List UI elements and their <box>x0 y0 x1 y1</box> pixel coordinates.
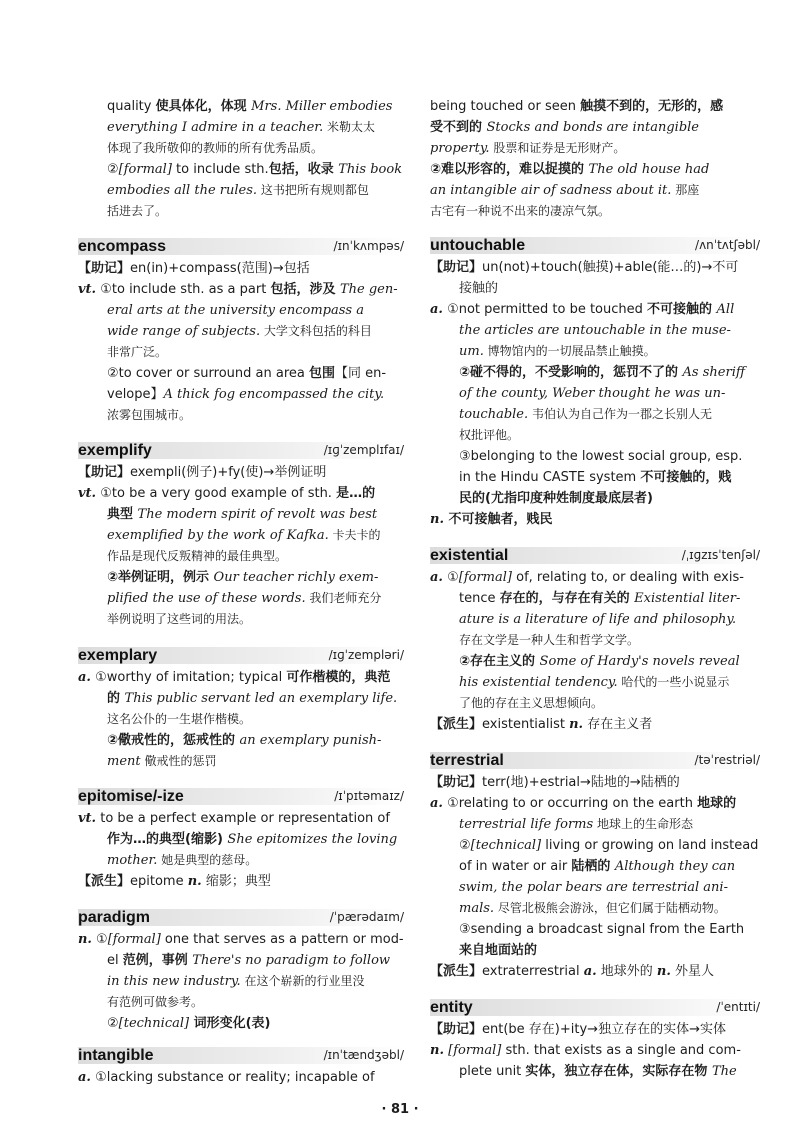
text-segment: 体现了我所敬仰的教师的所有优秀品质。 <box>107 141 324 155</box>
text-segment: 股票和证券是无形财产。 <box>489 141 626 155</box>
headword-text: existential <box>430 547 509 564</box>
text-segment: 举例说明了这些词的用法。 <box>107 612 252 626</box>
text-segment: 博物馆内的一切展品禁止触摸。 <box>483 344 656 358</box>
headword-band <box>430 999 760 1016</box>
text-segment: [technical] <box>118 1016 190 1031</box>
text-segment: 是…的 <box>336 486 376 501</box>
text-line <box>78 808 390 829</box>
text-segment: This public servant led an exemplary life. <box>124 691 398 706</box>
text-line <box>430 201 610 222</box>
text-segment: a. <box>583 964 597 979</box>
text-line <box>430 961 714 982</box>
headword-untouchable <box>430 233 760 257</box>
text-line <box>459 609 736 630</box>
text-segment: [formal] <box>448 1043 502 1058</box>
text-line <box>430 117 699 138</box>
text-segment: 民的(尤指印度种姓制度最底层者) <box>459 491 653 506</box>
text-segment: 范例，事例 <box>122 953 193 968</box>
text-segment: n. <box>430 512 444 527</box>
text-line <box>459 383 725 404</box>
text-segment: ② <box>459 838 471 853</box>
text-segment: of the county, Weber thought he was un- <box>459 386 726 401</box>
text-segment: 有范例可做参考。 <box>107 995 204 1009</box>
text-line <box>78 258 310 279</box>
headword-exemplify <box>78 438 404 462</box>
phonetic-transcription: /ˈpærədaɪm/ <box>329 910 404 924</box>
text-segment: 浓雾包围城市。 <box>107 408 192 422</box>
text-segment: 【同 en- <box>335 366 387 381</box>
phonetic-transcription: /ˈentɪti/ <box>716 1000 760 1014</box>
headword-paradigm <box>78 905 404 929</box>
text-line <box>107 829 397 850</box>
text-segment: 【派生】 <box>78 874 131 889</box>
text-segment: living or growing on land instead <box>541 838 759 853</box>
text-segment: his existential tendency. <box>459 675 618 690</box>
text-line <box>459 425 519 446</box>
text-segment: 作为…的典型(缩影) <box>107 832 228 847</box>
text-segment: um. <box>459 344 484 359</box>
text-segment: 米勒太太 <box>323 120 376 134</box>
text-segment: 【助记】 <box>78 465 131 480</box>
text-segment: 的 <box>107 691 125 706</box>
text-segment: 使具体化，体现 <box>155 99 252 114</box>
text-line <box>78 667 390 688</box>
text-segment: ① <box>91 932 108 947</box>
text-segment: ①relating to or occurring on the earth <box>442 796 698 811</box>
text-line <box>459 404 712 425</box>
text-line <box>459 693 603 714</box>
phonetic-transcription: /ɪnˈkʌmpəs/ <box>333 239 404 253</box>
headword-text: paradigm <box>78 909 151 926</box>
text-line <box>107 525 381 546</box>
text-segment: sth. that exists as a single and com- <box>501 1043 741 1058</box>
text-segment: 那座 <box>671 183 700 197</box>
text-segment: n. <box>569 717 584 732</box>
text-segment: vt. <box>78 811 97 826</box>
text-line <box>107 567 378 588</box>
text-segment: a. <box>78 1070 91 1085</box>
text-segment: ③sending a broadcast signal from the Earth <box>459 922 745 937</box>
text-segment: ②难以形容的，难以捉摸的 <box>430 162 589 177</box>
text-line <box>78 279 398 300</box>
text-segment: 词形变化(表) <box>189 1016 271 1031</box>
text-segment: the articles are untouchable in the muse- <box>459 323 731 338</box>
text-line <box>430 299 734 320</box>
text-segment: in this new industry. <box>107 974 241 989</box>
text-segment: There's no paradigm to follow <box>192 953 391 968</box>
text-line <box>459 341 656 362</box>
text-segment: ent(be 存在)+ity→独立存在的实体→实体 <box>482 1022 726 1037</box>
text-segment: n. <box>656 964 671 979</box>
headword-text: exemplary <box>78 647 158 664</box>
text-segment: un(not)+touch(触摸)+able(能…的)→不可 <box>482 260 739 275</box>
headword-terrestrial <box>430 748 760 772</box>
headword-entity <box>430 995 760 1019</box>
phonetic-transcription: /ɪɡˈzemplɪfaɪ/ <box>323 443 404 457</box>
text-segment: 古宅有一种说不出来的凄凉气氛。 <box>430 204 611 218</box>
text-line <box>107 504 377 525</box>
text-segment: 【助记】 <box>78 261 131 276</box>
text-segment: being touched or seen <box>430 99 581 114</box>
text-segment: The modern spirit of revolt was best <box>137 507 378 522</box>
text-segment: en(in)+compass(范围)→包括 <box>130 261 310 276</box>
text-segment: n. <box>187 874 202 889</box>
text-line <box>430 138 625 159</box>
phonetic-transcription: /ɪɡˈzempləri/ <box>328 648 404 662</box>
text-segment: ③belonging to the lowest social group, esp. <box>459 449 743 464</box>
text-line <box>459 488 653 509</box>
text-segment: exemplified by the work of Kafka. <box>107 528 329 543</box>
text-line <box>107 300 364 321</box>
text-segment: 【派生】 <box>430 717 483 732</box>
headword-exemplary <box>78 643 404 667</box>
text-line <box>78 929 404 950</box>
text-segment: 接触的 <box>459 281 499 296</box>
text-segment: [formal] <box>107 932 161 947</box>
text-line <box>430 509 553 530</box>
text-segment: of, relating to, or dealing with exis- <box>511 570 744 585</box>
text-line <box>107 117 375 138</box>
text-segment: ① <box>442 570 459 585</box>
text-segment: an exemplary punish- <box>239 733 382 748</box>
text-segment: ①lacking substance or reality; incapable of <box>90 1070 375 1085</box>
headword-text: untouchable <box>430 237 526 254</box>
text-line <box>107 751 216 772</box>
text-line <box>107 992 203 1013</box>
text-segment: ② <box>107 1016 119 1031</box>
text-segment: of in water or air <box>459 859 572 874</box>
text-segment: The gen- <box>339 282 398 297</box>
text-line <box>107 950 390 971</box>
text-line <box>430 1019 726 1040</box>
text-segment: The <box>711 1064 737 1079</box>
text-line <box>459 630 639 651</box>
text-segment: n. <box>430 1043 444 1058</box>
text-segment: touchable. <box>459 407 529 422</box>
page-number: · 81 · <box>381 1102 419 1117</box>
text-segment: Stocks and bonds are intangible <box>486 120 699 135</box>
text-segment: wide range of subjects. <box>107 324 261 339</box>
text-line <box>107 730 381 751</box>
text-segment: ①to include sth. as a part <box>96 282 271 297</box>
text-segment: 触摸不到的，无形的，感 <box>580 99 724 114</box>
text-line <box>107 1013 271 1034</box>
text-segment: 包括，涉及 <box>270 282 340 297</box>
text-segment: 【派生】 <box>430 964 483 979</box>
text-line <box>107 384 384 405</box>
text-segment: 这书把所有规则都包 <box>257 183 369 197</box>
text-segment: 这名公仆的一生堪作楷模。 <box>107 712 252 726</box>
text-line <box>107 138 323 159</box>
text-segment: ②儆戒性的，惩戒性的 <box>107 733 240 748</box>
text-segment: ①worthy of imitation; typical <box>90 670 287 685</box>
text-segment: 韦伯认为自己作为一郡之长别人无 <box>528 407 712 421</box>
text-line <box>78 462 326 483</box>
text-line <box>430 257 738 278</box>
text-segment: Although they can <box>614 859 736 874</box>
text-segment: 可作楷模的，典范 <box>286 670 391 685</box>
text-segment: 儆戒性的惩罚 <box>140 754 217 768</box>
text-line <box>107 405 191 426</box>
headword-text: terrestrial <box>430 752 504 769</box>
text-segment: plete unit <box>459 1064 526 1079</box>
headword-text: entity <box>430 999 473 1016</box>
text-segment: ②举例证明，例示 <box>107 570 214 585</box>
text-segment: existentialist <box>482 717 570 732</box>
text-segment: 缩影；典型 <box>201 874 271 889</box>
text-segment: n. <box>78 932 92 947</box>
text-segment: 不可接触的 <box>647 302 717 317</box>
text-segment: a. <box>430 570 443 585</box>
text-segment: epitome <box>130 874 188 889</box>
text-line <box>107 850 257 871</box>
text-segment: 典型 <box>107 507 138 522</box>
text-segment: [formal] <box>118 162 172 177</box>
text-segment: 存在主义者 <box>583 717 653 732</box>
text-segment: embodies all the rules. <box>107 183 258 198</box>
text-line <box>430 159 709 180</box>
text-segment: ①to be a very good example of sth. <box>96 486 337 501</box>
text-segment: 存在文学是一种人生和哲学文学。 <box>459 633 640 647</box>
text-segment: ature is a literature of life and philosophy. <box>459 612 737 627</box>
text-line <box>459 835 758 856</box>
text-segment: quality <box>107 99 156 114</box>
text-segment: 【助记】 <box>430 260 483 275</box>
text-segment: 地球上的生命形态 <box>593 817 693 831</box>
text-line <box>78 871 271 892</box>
phonetic-transcription: /təˈrestriəl/ <box>694 753 760 767</box>
text-segment: tence <box>459 591 500 606</box>
text-line <box>107 96 392 117</box>
text-segment: She epitomizes the loving <box>227 832 398 847</box>
text-segment: 大学文科包括的科目 <box>260 324 372 338</box>
text-segment: This book <box>338 162 403 177</box>
text-line <box>107 588 381 609</box>
text-segment: Some of Hardy's novels reveal <box>539 654 740 669</box>
text-segment: 哈代的一些小说显示 <box>617 675 730 689</box>
text-segment: in the Hindu CASTE system <box>459 470 641 485</box>
text-segment: a. <box>430 302 443 317</box>
text-line <box>107 688 397 709</box>
text-line <box>107 321 372 342</box>
text-segment: swim, the polar bears are terrestrial ani- <box>459 880 728 895</box>
text-line <box>107 180 369 201</box>
headword-epitomise <box>78 784 404 808</box>
text-segment: 地球的 <box>697 796 737 811</box>
text-line <box>459 877 728 898</box>
text-line <box>459 588 740 609</box>
headword-text: encompass <box>78 238 167 255</box>
text-segment: property. <box>430 141 490 156</box>
text-line <box>430 96 723 117</box>
text-segment: ment <box>107 754 141 769</box>
headword-intangible <box>78 1043 404 1067</box>
headword-existential <box>430 543 760 567</box>
text-segment: ② <box>107 162 119 177</box>
text-line <box>459 940 537 961</box>
text-line <box>430 1040 741 1061</box>
text-segment: extraterrestrial <box>482 964 584 979</box>
text-segment: 存在的，与存在有关的 <box>499 591 635 606</box>
text-line <box>107 609 251 630</box>
text-segment: plified the use of these words. <box>107 591 306 606</box>
text-segment: one that serves as a pattern or mod- <box>160 932 404 947</box>
text-segment: exempli(例子)+fy(使)→举例证明 <box>130 465 327 480</box>
text-line <box>459 278 498 299</box>
text-line <box>459 856 735 877</box>
text-line <box>459 446 742 467</box>
text-line <box>430 772 680 793</box>
text-segment: 【助记】 <box>430 1022 483 1037</box>
text-line <box>107 342 167 363</box>
headword-encompass <box>78 234 404 258</box>
text-line <box>430 714 652 735</box>
text-segment: ②存在主义的 <box>459 654 540 669</box>
text-segment: 权批评他。 <box>459 428 520 442</box>
text-line <box>459 814 693 835</box>
text-line <box>459 320 731 341</box>
text-segment: mals. <box>459 901 495 916</box>
text-segment: el <box>107 953 123 968</box>
text-segment: [technical] <box>470 838 542 853</box>
text-segment: 作品是现代反叛精神的最佳典型。 <box>107 549 288 563</box>
text-segment: a. <box>78 670 91 685</box>
text-line <box>430 793 736 814</box>
phonetic-transcription: /ʌnˈtʌtʃəbl/ <box>695 238 760 252</box>
text-line <box>107 201 167 222</box>
text-segment: vt. <box>78 282 97 297</box>
text-segment: mother. <box>107 853 158 868</box>
text-segment: A thick fog encompassed the city. <box>163 387 385 402</box>
text-line <box>107 971 364 992</box>
headword-text: intangible <box>78 1047 154 1064</box>
text-segment: to be a perfect example or representation of <box>96 811 390 826</box>
text-line <box>459 898 726 919</box>
text-line <box>107 363 386 384</box>
text-segment: terr(地)+estrial→陆地的→陆栖的 <box>482 775 680 790</box>
text-line <box>78 483 375 504</box>
headword-text: exemplify <box>78 442 152 459</box>
text-segment: 了他的存在主义思想倾向。 <box>459 696 604 710</box>
text-segment: vt. <box>78 486 97 501</box>
text-segment: The old house had <box>588 162 710 177</box>
phonetic-transcription: /ˌɪɡzɪsˈtenʃəl/ <box>681 548 760 562</box>
text-line <box>107 709 251 730</box>
text-line <box>459 919 744 940</box>
text-segment: a. <box>430 796 443 811</box>
text-line <box>430 567 744 588</box>
text-segment: 受不到的 <box>430 120 487 135</box>
headword-text: epitomise/-ize <box>78 788 184 805</box>
text-segment: 尽管北极熊会游泳，但它们属于陆栖动物。 <box>494 901 726 915</box>
text-line <box>459 672 729 693</box>
text-line <box>430 180 699 201</box>
text-segment: All <box>716 302 735 317</box>
text-segment: [formal] <box>458 570 512 585</box>
text-segment: Mrs. Miller embodies <box>251 99 393 114</box>
text-line <box>459 362 745 383</box>
text-line <box>459 651 740 672</box>
text-segment: 我们老师充分 <box>305 591 382 605</box>
phonetic-transcription: /ɪnˈtændʒəbl/ <box>323 1048 404 1062</box>
text-segment: 陆栖的 <box>571 859 615 874</box>
text-segment: 实体，独立存在体，实际存在物 <box>525 1064 712 1079</box>
text-segment: 包围 <box>309 366 336 381</box>
text-segment: 不可接触的，贱 <box>640 470 732 485</box>
text-segment: 括进去了。 <box>107 204 168 218</box>
text-segment: 不可接触者，贱民 <box>443 512 553 527</box>
text-segment: Existential liter- <box>634 591 741 606</box>
text-segment: 非常广泛。 <box>107 345 168 359</box>
text-line <box>459 467 731 488</box>
text-line <box>107 159 402 180</box>
text-segment: 外星人 <box>670 964 715 979</box>
text-segment: everything I admire in a teacher. <box>107 120 324 135</box>
text-segment: 【助记】 <box>430 775 483 790</box>
text-segment: 地球外的 <box>596 964 657 979</box>
text-line <box>459 1061 737 1082</box>
phonetic-transcription: /ɪˈpɪtəmaɪz/ <box>334 789 404 803</box>
text-segment: ②碰不得的，不受影响的，惩罚不了的 <box>459 365 683 380</box>
text-segment: 卡夫卡的 <box>328 528 381 542</box>
text-segment: 包括，收录 <box>268 162 339 177</box>
text-segment: terrestrial life forms <box>459 817 594 832</box>
text-line <box>107 546 287 567</box>
text-segment: As sheriff <box>682 365 746 380</box>
text-segment: ①not permitted to be touched <box>442 302 648 317</box>
text-segment: velope】 <box>107 387 164 402</box>
text-segment: Our teacher richly exem- <box>213 570 379 585</box>
text-segment: to include sth. <box>171 162 269 177</box>
text-segment: 在这个崭新的行业里没 <box>240 974 365 988</box>
text-segment: 她是典型的慈母。 <box>157 853 258 867</box>
text-segment: an intangible air of sadness about it. <box>430 183 672 198</box>
text-segment: eral arts at the university encompass a <box>107 303 364 318</box>
text-line <box>78 1067 375 1088</box>
text-segment: ②to cover or surround an area <box>107 366 310 381</box>
text-segment: 来自地面站的 <box>459 943 538 958</box>
